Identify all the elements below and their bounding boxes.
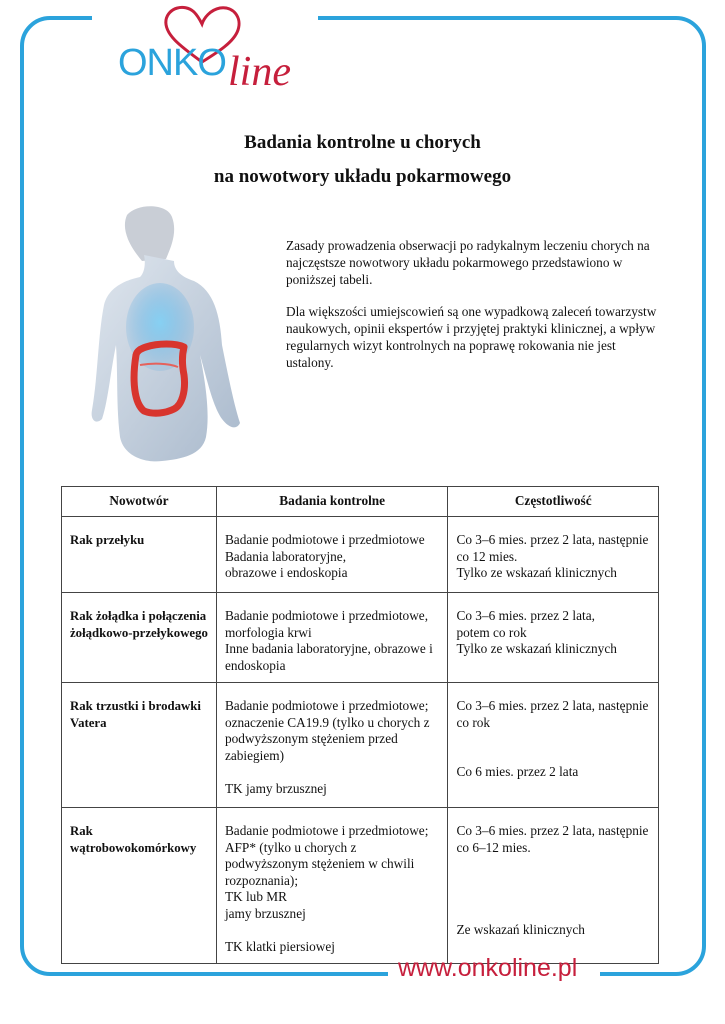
column-header-frequency: Częstotliwość xyxy=(448,487,659,517)
tests-line: jamy brzusznej xyxy=(224,905,306,921)
tests-line: Badanie podmiotowe i przedmiotowe; xyxy=(224,823,429,838)
frequency-line: Tylko ze wskazań klinicznych xyxy=(456,641,617,656)
table-row xyxy=(62,517,659,593)
column-header-tests: Badania kontrolne xyxy=(216,487,448,517)
tumor-cell: Rak wątrobowokomórkowy xyxy=(62,808,217,964)
frequency-line: potem co rok xyxy=(456,624,527,640)
tests-line: obrazowe i endoskopia xyxy=(224,565,348,580)
table-row xyxy=(62,808,659,964)
table-row xyxy=(62,683,659,808)
tests-line: Badanie podmiotowe i przedmiotowe; oznaczenie CA19.9 (tylko u chorych z podwyższonym stężeniem przed zabiegiem) xyxy=(224,698,430,763)
follow-up-table xyxy=(61,486,659,964)
frequency-cell xyxy=(448,683,659,808)
page-title-line-1: Badania kontrolne u chorych xyxy=(244,132,481,153)
tests-cell xyxy=(216,593,448,683)
tests-cell xyxy=(216,517,448,593)
intro-paragraph-1: Zasady prowadzenia obserwacji po radykalnym leczeniu chorych na najczęstsze nowotwory układu pokarmowego przedstawiono w poniższej tabeli. xyxy=(286,238,650,287)
intro-paragraph-2: Dla większości umiejscowień są one wypadkową zaleceń towarzystw naukowych, opinii ekspertów i przyjętej praktyki klinicznej, a wpływ regularnych wizyt kontrolnych na poprawę rokowania nie jest ustalony. xyxy=(286,304,657,370)
tests-line: TK klatki piersiowej xyxy=(224,938,335,954)
spacer xyxy=(456,889,652,906)
tests-cell xyxy=(216,683,448,808)
tests-line: Inne badania laboratoryjne, obrazowe i endoskopia xyxy=(224,641,433,673)
frequency-line: Co 3–6 mies. przez 2 lata, następnie co 6–12 mies. xyxy=(456,823,649,855)
tests-line: TK jamy brzusznej xyxy=(224,780,327,796)
tests-line: Badanie podmiotowe i przedmiotowe, morfologia krwi xyxy=(224,608,429,640)
onkoline-logo[interactable] xyxy=(110,2,320,112)
logo-text-onko: ONKO xyxy=(118,42,226,84)
spacer xyxy=(456,856,652,873)
frequency-cell xyxy=(448,593,659,683)
spacer xyxy=(456,906,652,923)
tumor-cell: Rak przełyku xyxy=(62,517,217,593)
tests-line: Badanie podmiotowe i przedmiotowe xyxy=(224,532,425,547)
spacer xyxy=(225,764,442,781)
frequency-line: Co 6 mies. przez 2 lata xyxy=(456,764,579,779)
frequency-cell xyxy=(448,517,659,593)
tests-line: Badania laboratoryjne, xyxy=(224,548,347,564)
tumor-cell: Rak żołądka i połączenia żołądkowo-przełykowego xyxy=(62,593,217,683)
tests-cell xyxy=(216,808,448,964)
spacer xyxy=(225,922,442,939)
tumor-cell: Rak trzustki i brodawki Vatera xyxy=(62,683,217,808)
tests-line: AFP* (tylko u chorych z podwyższonym stężeniem w chwili rozpoznania); xyxy=(224,839,415,888)
frequency-line: Co 3–6 mies. przez 2 lata, następnie co 12 mies. xyxy=(456,532,649,564)
logo-text-line: line xyxy=(228,49,291,95)
spacer xyxy=(456,873,652,890)
spacer xyxy=(456,731,652,748)
page-title-line-2: na nowotwory układu pokarmowego xyxy=(213,166,512,187)
table-row xyxy=(62,593,659,683)
tests-line: TK lub MR xyxy=(224,889,287,904)
frequency-cell xyxy=(448,808,659,964)
frequency-line: Co 3–6 mies. przez 2 lata, następnie co rok xyxy=(456,698,649,730)
footer-website-link[interactable]: www.onkoline.pl xyxy=(398,954,578,982)
human-body-colon-illustration xyxy=(82,205,252,465)
column-header-tumor: Nowotwór xyxy=(62,487,217,517)
table-header-row xyxy=(62,487,659,517)
frequency-line: Ze wskazań klinicznych xyxy=(456,922,585,937)
frequency-line: Tylko ze wskazań klinicznych xyxy=(456,565,617,580)
frequency-line: Co 3–6 mies. przez 2 lata, xyxy=(456,608,595,623)
spacer xyxy=(456,748,652,765)
